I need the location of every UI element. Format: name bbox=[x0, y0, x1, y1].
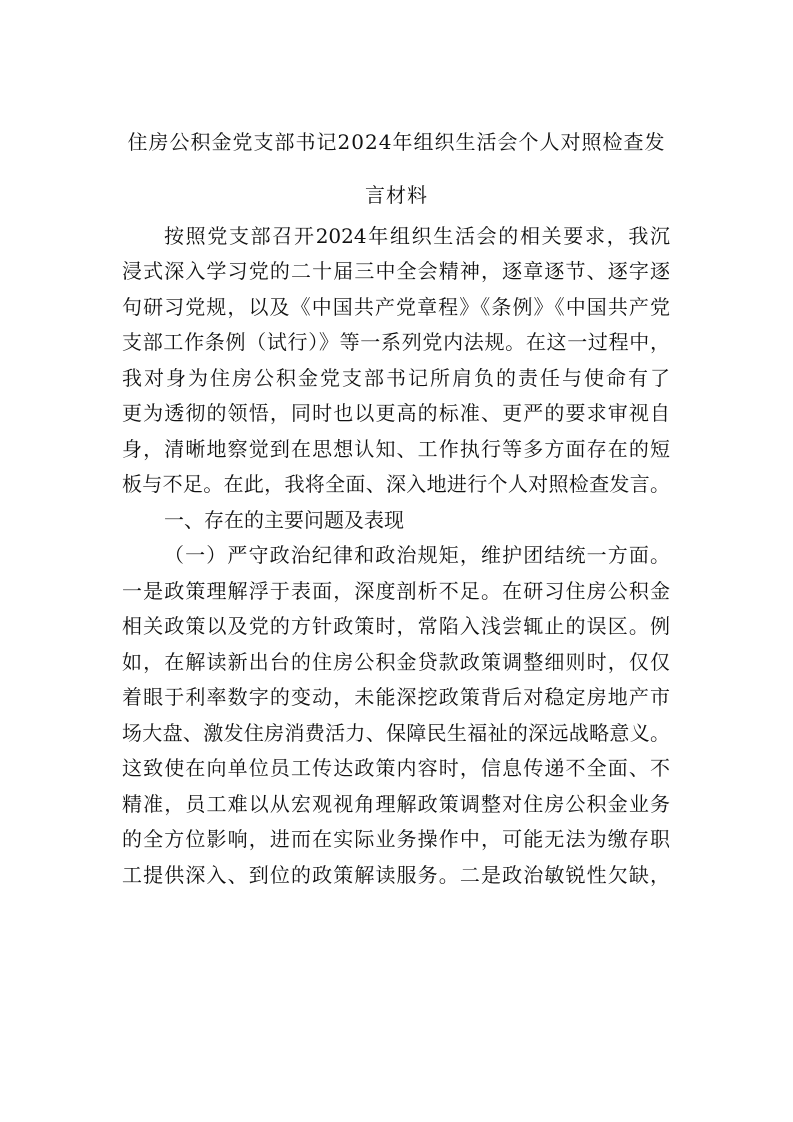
body-line: 支部工作条例（试行）》等一系列党内法规。在这一过程中， bbox=[122, 330, 670, 354]
body-line: 场大盘、激发住房消费活力、保障民生福祉的深远战略意义。 bbox=[122, 721, 670, 745]
body-line: 更为透彻的领悟，同时也以更高的标准、更严的要求审视自 bbox=[122, 401, 670, 425]
body-line: 一是政策理解浮于表面，深度剖析不足。在研习住房公积金 bbox=[122, 579, 670, 603]
body-line: 我对身为住房公积金党支部书记所肩负的责任与使命有了 bbox=[122, 366, 670, 390]
document-title-line-1: 住房公积金党支部书记2024年组织生活会个人对照检查发 bbox=[127, 130, 666, 154]
body-line: 按照党支部召开2024年组织生活会的相关要求，我沉 bbox=[164, 224, 670, 248]
body-line: 的全方位影响，进而在实际业务操作中，可能无法为缴存职 bbox=[122, 827, 670, 851]
body-line: 着眼于利率数字的变动，未能深挖政策背后对稳定房地产市 bbox=[122, 685, 670, 709]
document-title-line-2: 言材料 bbox=[365, 183, 428, 207]
body-line: 板与不足。在此，我将全面、深入地进行个人对照检查发言。 bbox=[122, 472, 670, 496]
section-heading: 一、存在的主要问题及表现 bbox=[164, 508, 404, 532]
body-line: 如，在解读新出台的住房公积金贷款政策调整细则时，仅仅 bbox=[122, 650, 670, 674]
subsection-heading: （一）严守政治纪律和政治规矩，维护团结统一方面。 bbox=[164, 543, 670, 567]
body-line: 身，清晰地察觉到在思想认知、工作执行等多方面存在的短 bbox=[122, 437, 670, 461]
body-line: 精准，员工难以从宏观视角理解政策调整对住房公积金业务 bbox=[122, 792, 670, 816]
body-line: 这致使在向单位员工传达政策内容时，信息传递不全面、不 bbox=[122, 756, 670, 780]
body-line: 浸式深入学习党的二十届三中全会精神，逐章逐节、逐字逐 bbox=[122, 259, 670, 283]
body-line: 相关政策以及党的方针政策时，常陷入浅尝辄止的误区。例 bbox=[122, 614, 670, 638]
body-line: 工提供深入、到位的政策解读服务。二是政治敏锐性欠缺， bbox=[122, 863, 670, 887]
body-line: 句研习党规，以及《中国共产党章程》《条例》《中国共产党 bbox=[122, 295, 670, 319]
